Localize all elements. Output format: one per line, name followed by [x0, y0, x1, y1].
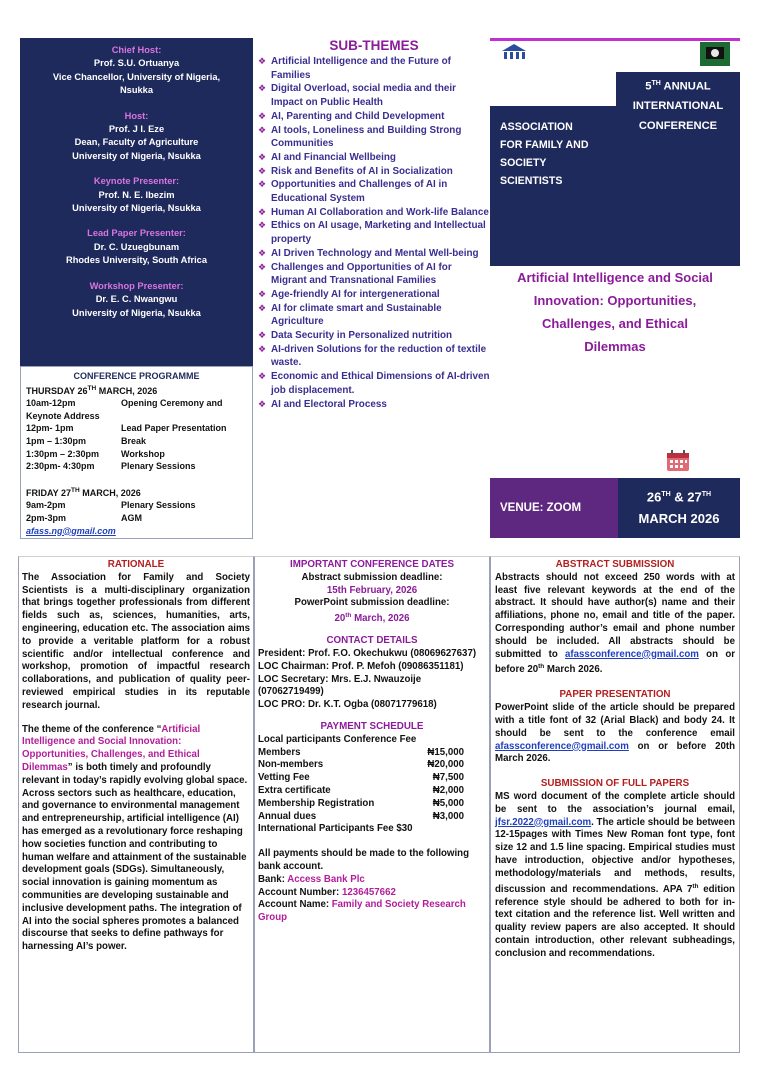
ppt-date-num: 20 [334, 613, 346, 625]
payment-title: PAYMENT SCHEDULE [320, 721, 424, 732]
fee-label: Membership Registration [258, 797, 375, 809]
fee-amount: ₦3,000 [432, 810, 464, 822]
fee-label: Annual dues [258, 810, 317, 822]
bank-label: Bank: [258, 873, 288, 885]
subtheme-item [258, 55, 490, 82]
annual-line [616, 74, 740, 97]
host-line: Prof. N. E. Ibezim [98, 189, 175, 200]
date-b: & 27 [670, 489, 702, 505]
row-event: Opening Ceremony and [121, 398, 223, 409]
rationale-column [18, 556, 254, 1053]
programme-row [26, 422, 247, 435]
programme-row [26, 460, 247, 473]
subtheme-text: Risk and Benefits of AI in Socialization [271, 165, 453, 177]
host-line: Nsukka [119, 85, 154, 96]
full-paper-paragraph [495, 791, 735, 961]
programme-row [26, 512, 247, 525]
acct-value: 1236457662 [341, 886, 396, 898]
host-role: Lead Paper Presenter: [87, 228, 186, 239]
calendar-icon [666, 450, 690, 472]
subtheme-text: AI tools, Loneliness and Building Strong Communities [271, 124, 462, 150]
diamond-bullet-icon: ❖ [258, 247, 267, 258]
contact-line: President: Prof. F.O. Okechukwu (08069627637) [258, 648, 477, 660]
account-name-line [258, 899, 486, 925]
fee-label: Non-members [258, 759, 324, 771]
host-role: Workshop Presenter: [89, 280, 184, 291]
subtheme-text: AI Driven Technology and Mental Well-being [271, 247, 479, 259]
ppt-date-rest: March, 2026 [351, 613, 410, 625]
day2-label: FRIDAY 27 [26, 487, 72, 498]
subtheme-item [258, 261, 490, 288]
p1-mid: on or before [495, 648, 736, 676]
diamond-bullet-icon: ❖ [258, 330, 267, 341]
row-time: 10am-12pm [26, 398, 76, 409]
subtheme-text: Opportunities and Challenges of AI in Educational System [271, 179, 448, 205]
fee-row [258, 785, 486, 798]
abstract-column [490, 556, 740, 1053]
fee-amount: ₦7,500 [432, 772, 464, 784]
association-logo-icon [496, 42, 532, 62]
full-paper-title: SUBMISSION OF FULL PAPERS [540, 778, 690, 790]
row-time: 9am-2pm [26, 500, 66, 511]
diamond-bullet-icon: ❖ [258, 261, 267, 272]
subtheme-text: Challenges and Opportunities of AI for Migrant and Transnational Families [271, 261, 452, 287]
diamond-bullet-icon: ❖ [258, 371, 267, 382]
fee-amount: ₦5,000 [432, 797, 464, 809]
abstract-deadline-label: Abstract submission deadline: [301, 571, 443, 583]
hosts-panel [20, 38, 253, 366]
p2-theme: Artificial Intelligence and Social Innovation: Opportunities, Challenges, and Ethical Dilemmas [22, 723, 201, 773]
account-number-line [258, 887, 486, 900]
university-crest-icon [698, 40, 732, 70]
fee-amount: ₦2,000 [432, 784, 464, 796]
diamond-bullet-icon: ❖ [258, 124, 267, 135]
fee-label: Vetting Fee [258, 772, 310, 784]
p1-end: March 2026. [544, 664, 603, 676]
host-line: Prof. S.U. Ortuanya [93, 58, 180, 69]
subtheme-item [258, 370, 490, 397]
dates-column [254, 556, 490, 1053]
row-time: 12pm- 1pm [26, 423, 74, 434]
subtheme-item [258, 124, 490, 151]
diamond-bullet-icon: ❖ [258, 206, 267, 217]
programme-day1 [26, 383, 247, 398]
host-role: Keynote Presenter: [93, 176, 180, 187]
subtheme-text: Economic and Ethical Dimensions of AI-driven job displacement. [271, 371, 490, 396]
subtheme-item [258, 288, 490, 302]
abstract-paragraph [495, 572, 735, 678]
diamond-bullet-icon: ❖ [258, 343, 267, 354]
abstract-title: ABSTRACT SUBMISSION [555, 559, 675, 570]
host-line: Dr. C. Uzuegbunam [93, 241, 180, 252]
diamond-bullet-icon: ❖ [258, 165, 267, 176]
ppt-deadline-date [258, 610, 486, 626]
row-time: 1:30pm – 2:30pm [26, 448, 100, 459]
row-time: 2pm-3pm [26, 512, 67, 523]
p1-pre: Abstracts should not exceed 250 words with at least five relevant keywords at the end of the abstract. It should have author(s) name and their affiliations, phone no, email and title of the paper. Corresponding author’s email and phone number should be included. All abstracts should be submitted to [495, 571, 735, 660]
subtheme-item [258, 165, 490, 179]
rationale-paragraph-2 [22, 724, 250, 954]
diamond-bullet-icon: ❖ [258, 83, 267, 94]
paper-presentation-title: PAPER PRESENTATION [559, 689, 671, 701]
subtheme-text: AI, Parenting and Child Development [271, 110, 445, 122]
p2-pre: The theme of the conference “ [22, 723, 162, 735]
acct-label: Account Number: [258, 886, 342, 898]
annual-line: CONFERENCE [638, 119, 718, 132]
row-event: AGM [121, 512, 142, 523]
subtheme-item [258, 82, 490, 109]
annual-rest: ANNUAL [660, 80, 711, 93]
diamond-bullet-icon: ❖ [258, 110, 267, 121]
association-line: FOR FAMILY AND [500, 139, 589, 151]
annual-conference-label [616, 72, 740, 144]
association-line: ASSOCIATION [500, 121, 573, 133]
subtheme-item [258, 302, 490, 329]
annual-sup: TH [651, 80, 661, 87]
day1-label: THURSDAY 26 [26, 385, 88, 396]
diamond-bullet-icon: ❖ [258, 302, 267, 313]
host-line: University of Nigeria, Nsukka [72, 307, 201, 318]
fee-row [258, 811, 486, 824]
fee-label: Extra certificate [258, 784, 331, 796]
intl-fee: International Participants Fee $30 [258, 823, 413, 835]
host-line: Vice Chancellor, University of Nigeria, [52, 71, 221, 82]
dates-title: IMPORTANT CONFERENCE DATES [289, 559, 454, 570]
fee-row [258, 747, 486, 760]
date-line2: MARCH 2026 [638, 511, 720, 527]
fee-row [258, 798, 486, 811]
diamond-bullet-icon: ❖ [258, 398, 267, 409]
contact-line: LOC PRO: Dr. K.T. Ogba (08071779618) [258, 699, 437, 711]
subtheme-text: AI for climate smart and Sustainable Agriculture [271, 302, 442, 328]
subtheme-text: AI and Electoral Process [271, 398, 387, 410]
acctname-label: Account Name: [258, 899, 332, 911]
conference-date [618, 478, 740, 538]
subtheme-item [258, 206, 490, 220]
p3-sup: th [692, 882, 699, 890]
payment-header: Local participants Conference Fee [258, 733, 417, 745]
host-line: Prof. J I. Eze [108, 124, 165, 135]
conference-programme [20, 366, 253, 539]
p3-post: . The article should be between 12-15pages with Times New Roman font type, font size 12 and 1.5 line spacing. Empirical studies must have introduction, objective and/or hypotheses, methodology/materials and methods, results, discussion and recommendations. APA 7 [495, 816, 735, 895]
p3-pre: MS word document of the complete article should be sent to the association’s journal email, [495, 790, 735, 815]
subthemes-panel [258, 38, 490, 538]
rationale-paragraph-1: The Association for Family and Society Scientists is a multi-disciplinary organization that brings together professionals from different fields such as, sciences, humanities, arts, engineering, education etc. The association aims to provide a veritable platform for a robust scientific and/or intellectual conference and workshop, promotion of impactful research collaborations, and publication of quality peer-reviewed empirical studies in its reputable research journal. [22, 571, 250, 711]
ppt-date-sup: th [345, 612, 352, 620]
row-time: 2:30pm- 4:30pm [26, 461, 95, 472]
programme-row [26, 410, 247, 423]
subtheme-text: Artificial Intelligence and the Future of Families [271, 56, 451, 81]
host-role: Chief Host: [111, 45, 162, 55]
subthemes-list [258, 55, 490, 411]
p2-pre: PowerPoint slide of the article should be prepared with a title font of 32 (Arial Black) and body 24. It should be sent to the conference email [495, 702, 735, 739]
bank-line [258, 874, 486, 887]
day1-rest: MARCH, 2026 [96, 385, 158, 396]
date-a: 26 [646, 489, 662, 505]
spacer [258, 836, 486, 848]
row-event: Workshop [121, 448, 165, 459]
diamond-bullet-icon: ❖ [258, 179, 267, 190]
subtheme-text: AI-driven Solutions for the reduction of textile waste. [271, 343, 487, 369]
p1-num: 20 [527, 664, 539, 676]
association-name [500, 118, 610, 190]
subtheme-item [258, 329, 490, 343]
row-event: Lead Paper Presentation [121, 423, 227, 434]
programme-title: CONFERENCE PROGRAMME [73, 371, 200, 381]
diamond-bullet-icon: ❖ [258, 288, 267, 299]
day2-sup: TH [71, 486, 80, 494]
acctname-value: Family and Society Research Group [258, 899, 466, 924]
subtheme-item [258, 219, 490, 246]
paper-paragraph [495, 702, 735, 766]
row-time: Keynote Address [26, 410, 100, 421]
date-a-sup: TH [661, 491, 671, 498]
journal-email-link[interactable]: jfsr.2022@gmail.com [495, 816, 592, 828]
ppt-deadline-label: PowerPoint submission deadline: [294, 597, 450, 609]
contact-title: CONTACT DETAILS [326, 635, 418, 647]
subtheme-text: AI and Financial Wellbeing [271, 151, 396, 163]
date-b-sup: TH [701, 491, 712, 498]
programme-day2 [26, 485, 247, 500]
subtheme-item [258, 247, 490, 261]
host-line: Dr. E. C. Nwangwu [95, 294, 178, 305]
subtheme-text: Data Security in Personalized nutrition [271, 330, 453, 342]
bank-value: Access Bank Plc [287, 873, 365, 885]
annual-line: INTERNATIONAL [632, 100, 724, 113]
fee-label: Members [258, 746, 301, 758]
abstract-email-link[interactable]: afassconference@gmail.com [565, 648, 699, 660]
diamond-bullet-icon: ❖ [258, 220, 267, 231]
programme-row [26, 499, 247, 512]
day2-rest: MARCH, 2026 [79, 487, 141, 498]
row-event: Break [121, 435, 147, 446]
fee-row [258, 772, 486, 785]
subtheme-item [258, 110, 490, 124]
subtheme-item [258, 178, 490, 205]
programme-row [26, 397, 247, 410]
host-line: University of Nigeria, Nsukka [72, 203, 201, 214]
diamond-bullet-icon: ❖ [258, 56, 267, 66]
subtheme-item [258, 151, 490, 165]
subtheme-text: Age-friendly AI for intergenerational [271, 288, 440, 300]
programme-row [26, 435, 247, 448]
row-event: Plenary Sessions [121, 461, 196, 472]
host-line: Dean, Faculty of Agriculture [74, 137, 199, 148]
host-line: Rhodes University, South Africa [65, 255, 208, 266]
subtheme-text: Ethics on AI usage, Marketing and Intellectual property [271, 220, 486, 246]
subtheme-text: Human AI Collaboration and Work-life Balance [271, 206, 489, 218]
row-time: 1pm – 1:30pm [26, 435, 87, 446]
subthemes-title: SUB-THEMES [329, 38, 419, 53]
subtheme-item [258, 398, 490, 412]
bank-note: All payments should be made to the following bank account. [258, 848, 469, 872]
row-event: Plenary Sessions [121, 500, 196, 511]
cover-panel [490, 38, 740, 538]
date-line [618, 484, 740, 508]
host-line: University of Nigeria, Nsukka [72, 150, 201, 161]
rationale-title: RATIONALE [107, 559, 165, 570]
p1-sup: th [538, 663, 545, 671]
contact-line: LOC Secretary: Mrs. E.J. Nwauzoije (07062719499) [258, 673, 422, 698]
conference-theme: Artificial Intelligence and Social Innovation: Opportunities, Challenges, and Ethical Dilemmas [517, 270, 713, 354]
fee-amount: ₦15,000 [427, 746, 464, 758]
spacer [26, 473, 247, 485]
association-line: SCIENTISTS [500, 175, 563, 187]
p2-post: ” is both timely and profoundly relevant in today’s rapidly evolving global space. Across sectors such as healthcare, education, and governance to environmental management and entrepreneurship, artificial intelligence (AI) has emerged as a revolutionary force reshaping how societies function and contributing to human welfare and attainment of the sustainable development goals (SDGs). Simultaneously, social innovation is gaining momentum as communities are developing sustainable and inclusive development paths. The integration of AI into the social spheres promotes a balanced discourse that seeks to define pathways for harnessing AI’s power. [22, 761, 248, 953]
programme-row [26, 448, 247, 461]
subtheme-item [258, 343, 490, 370]
abstract-deadline-date: 15th February, 2026 [326, 584, 418, 596]
annual-num: 5 [645, 80, 652, 93]
association-line: SOCIETY [500, 157, 547, 169]
fee-row [258, 759, 486, 772]
fee-amount: ₦20,000 [427, 759, 464, 771]
p3-end: edition reference style should be adhered to both for in-text citation and the reference list. Well written and quality review papers are also accepted. It should contain introduction, other relevant subheadings, conclusion and recommendations. [495, 883, 735, 959]
subtheme-text: Digital Overload, social media and their Impact on Public Health [271, 83, 456, 109]
diamond-bullet-icon: ❖ [258, 151, 267, 162]
programme-email-link[interactable]: afass.ng@gmail.com [26, 525, 116, 536]
contact-line: LOC Chairman: Prof. P. Mefoh (09086351181) [258, 660, 464, 672]
day1-sup: TH [87, 384, 97, 392]
host-role: Host: [124, 110, 149, 121]
venue-label: VENUE: ZOOM [500, 502, 582, 514]
p2-post: on or before 20th March 2026. [495, 740, 735, 765]
presentation-email-link[interactable]: afassconference@gmail.com [495, 740, 629, 752]
